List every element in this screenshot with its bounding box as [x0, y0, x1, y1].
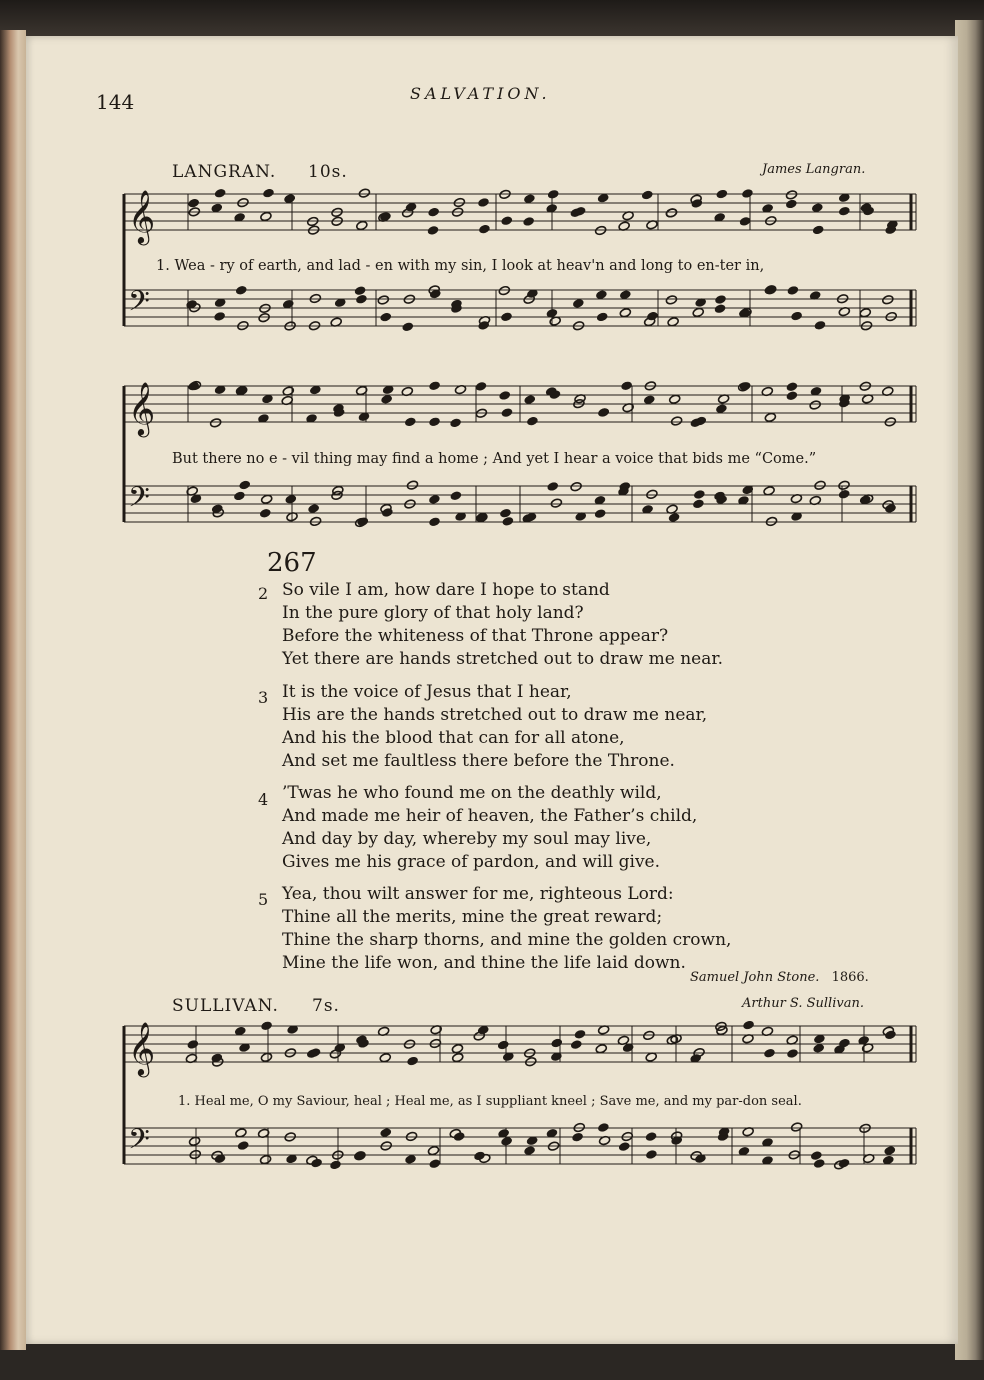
verse-line: So vile I am, how dare I hope to stand [282, 580, 610, 600]
note-head [478, 224, 490, 234]
note-head [501, 216, 513, 226]
verse-line: And set me faultless there before the Throne. [282, 751, 675, 771]
note-head [692, 499, 704, 509]
note-head [402, 322, 414, 332]
note-head [358, 188, 370, 198]
note-head [380, 1127, 392, 1137]
verse-line: Yet there are hands stretched out to draw me near. [282, 649, 724, 669]
note-head [475, 381, 487, 391]
note-head [354, 286, 366, 296]
note-head [787, 285, 799, 295]
note-head [188, 198, 200, 208]
note-head [547, 481, 559, 491]
note-head [308, 503, 320, 513]
note-head [329, 1160, 341, 1170]
treble-clef-icon: 𝄞 [128, 381, 156, 435]
note-head [884, 1145, 896, 1155]
note-head [551, 1038, 563, 1048]
note-head [643, 395, 655, 405]
note-head [452, 1052, 464, 1062]
note-head [428, 494, 440, 504]
note-head [570, 482, 582, 492]
running-head: SALVATION. [410, 84, 551, 103]
tune2-name: SULLIVAN. [172, 996, 279, 1016]
verse-line: Gives me his grace of pardon, and will give. [282, 852, 661, 872]
note-head [645, 1131, 657, 1141]
note-head [547, 189, 559, 199]
note-head [645, 1149, 657, 1159]
note-head [693, 489, 705, 499]
note-head [574, 1029, 586, 1039]
verse-line: Before the whiteness of that Throne appear? [282, 626, 669, 646]
note-head [429, 1159, 441, 1169]
note-head [572, 298, 584, 308]
note-head [427, 225, 439, 235]
note-head [619, 308, 631, 318]
verse-line: And his the blood that can for all atone, [282, 728, 625, 748]
note-head [237, 1140, 249, 1150]
verse-line: And day by day, whereby my soul may live, [282, 829, 652, 849]
note-head [258, 313, 270, 323]
note-head [597, 1122, 609, 1132]
verse-line: Thine the sharp thorns, and mine the golden crown, [282, 930, 732, 950]
note-head [763, 1048, 775, 1058]
bass-clef-icon: 𝄢 [128, 1123, 150, 1163]
note-head [233, 491, 245, 501]
bass-clef-icon: 𝄢 [128, 285, 150, 325]
note-head [764, 412, 776, 422]
note-head [428, 207, 440, 217]
author-name: Samuel John Stone. [690, 970, 820, 985]
note-head [714, 294, 726, 304]
note-head [571, 1132, 583, 1142]
note-head [239, 480, 251, 490]
note-head [449, 418, 461, 428]
tune1-name: LANGRAN. [172, 162, 277, 182]
tune1-lyric-line2: But there no e - vil thing may find a home ; And yet I hear a voice that bids me “Come.” [172, 451, 817, 467]
note-head [379, 1053, 391, 1063]
note-head [214, 188, 226, 198]
bass-clef-icon: 𝄢 [128, 481, 150, 521]
note-head [428, 417, 440, 427]
note-head [523, 1145, 535, 1155]
note-head [502, 516, 514, 526]
note-head [884, 1030, 896, 1040]
note-head [356, 220, 368, 230]
note-head [285, 494, 297, 504]
note-head [785, 190, 797, 200]
note-head [259, 508, 271, 518]
note-head [499, 390, 511, 400]
note-head [882, 295, 894, 305]
tune2-composer: Arthur S. Sullivan. [742, 996, 864, 1011]
verse-line: His are the hands stretched out to draw me near, [282, 705, 708, 725]
note-head [838, 206, 850, 216]
note-head [741, 188, 753, 198]
verse-number: 3 [258, 688, 269, 707]
treble-clef-icon: 𝄞 [128, 1021, 156, 1075]
note-head [665, 295, 677, 305]
verse-number: 4 [258, 790, 269, 809]
verse-line: ’Twas he who found me on the deathly wild, [282, 783, 662, 803]
note-head [188, 1136, 200, 1146]
verse-line: Thine all the merits, mine the great reward; [282, 907, 663, 927]
note-head [498, 285, 510, 295]
note-head [262, 188, 274, 198]
note-head [814, 320, 826, 330]
note-head [596, 312, 608, 322]
note-head [838, 480, 850, 490]
note-head [260, 1021, 272, 1031]
note-head [524, 394, 536, 404]
note-head [526, 416, 538, 426]
verse-line: Yea, thou wilt answer for me, righteous Lord: [282, 884, 674, 904]
note-head [500, 1136, 512, 1146]
tune2-meter: 7s. [312, 996, 340, 1016]
note-head [765, 516, 777, 526]
note-head [786, 1048, 798, 1058]
note-head [714, 304, 726, 314]
note-head [501, 407, 513, 417]
note-head [497, 1040, 509, 1050]
note-head [406, 1056, 418, 1066]
note-head [620, 381, 632, 391]
hymn-author [690, 970, 869, 985]
note-head [646, 489, 658, 499]
note-head [810, 1150, 822, 1160]
note-head [811, 203, 823, 213]
note-head [595, 1044, 607, 1054]
note-head [550, 498, 562, 508]
note-head [500, 312, 512, 322]
note-head [814, 480, 826, 490]
treble-clef-icon: 𝄞 [128, 189, 156, 243]
verse-number: 5 [258, 890, 269, 909]
note-head [404, 417, 416, 427]
note-head [742, 1020, 754, 1030]
note-head [477, 197, 489, 207]
note-head [668, 512, 680, 522]
verse-line: In the pure glory of that holy land? [282, 603, 584, 623]
note-head [405, 1131, 417, 1141]
note-head [669, 394, 681, 404]
note-head [812, 225, 824, 235]
note-head [595, 290, 607, 300]
note-head [187, 1039, 199, 1049]
note-head [377, 295, 389, 305]
note-head [260, 1052, 272, 1062]
verse-number: 2 [258, 584, 269, 603]
note-head [428, 381, 440, 391]
note-head [451, 1044, 463, 1054]
note-head [644, 316, 656, 326]
note-head [427, 1146, 439, 1156]
note-head [329, 1049, 341, 1059]
note-head [859, 308, 871, 318]
note-head [380, 312, 392, 322]
note-head [523, 194, 535, 204]
note-head [646, 311, 658, 321]
tune2-lyric-line1: 1. Heal me, O my Saviour, heal ; Heal me, as I suppliant kneel ; Save me, and my par-don seal. [178, 1094, 802, 1109]
note-head [618, 1141, 630, 1151]
note-head [310, 1158, 322, 1168]
verse-line: Mine the life won, and thine the life laid down. [282, 953, 686, 973]
note-head [763, 486, 775, 496]
note-head [259, 1154, 271, 1164]
note-head [670, 416, 682, 426]
note-head [428, 517, 440, 527]
note-head [838, 489, 850, 499]
note-head [619, 290, 631, 300]
note-head [450, 491, 462, 501]
note-head [594, 509, 606, 519]
note-head [235, 285, 247, 295]
note-head [809, 400, 821, 410]
note-head [739, 216, 751, 226]
note-head [813, 1043, 825, 1053]
page-number: 144 [96, 90, 135, 114]
note-head [405, 202, 417, 212]
note-head [692, 307, 704, 317]
note-head [791, 1122, 803, 1132]
note-head [665, 208, 677, 218]
note-head [355, 294, 367, 304]
note-head [283, 194, 295, 204]
note-head [261, 494, 273, 504]
note-head [597, 407, 609, 417]
verse-line: It is the voice of Jesus that I hear, [282, 682, 572, 702]
author-year: 1866. [831, 970, 869, 985]
note-head [406, 480, 418, 490]
note-head [785, 199, 797, 209]
tune1-meter: 10s. [308, 162, 348, 182]
note-head [813, 1158, 825, 1168]
note-head [790, 311, 802, 321]
note-head [786, 382, 798, 392]
note-head [473, 1151, 485, 1161]
hymn-number: 267 [267, 548, 317, 578]
verse-line: And made me heir of heaven, the Father’s child, [282, 806, 698, 826]
tune1-composer: James Langran. [762, 162, 866, 177]
note-head [260, 211, 272, 221]
tune1-lyric-line1: 1. Wea - ry of earth, and lad - en with my sin, I look at heav'n and long to en-ter in, [156, 258, 765, 274]
note-head [210, 418, 222, 428]
note-head [381, 394, 393, 404]
note-head [786, 391, 798, 401]
note-head [641, 190, 653, 200]
note-head [716, 189, 728, 199]
note-head [404, 1154, 416, 1164]
note-head [523, 216, 535, 226]
note-head [499, 508, 511, 518]
note-head [715, 404, 727, 414]
note-head [667, 317, 679, 327]
note-head [570, 1039, 582, 1049]
note-head [309, 516, 321, 526]
note-head [213, 311, 225, 321]
